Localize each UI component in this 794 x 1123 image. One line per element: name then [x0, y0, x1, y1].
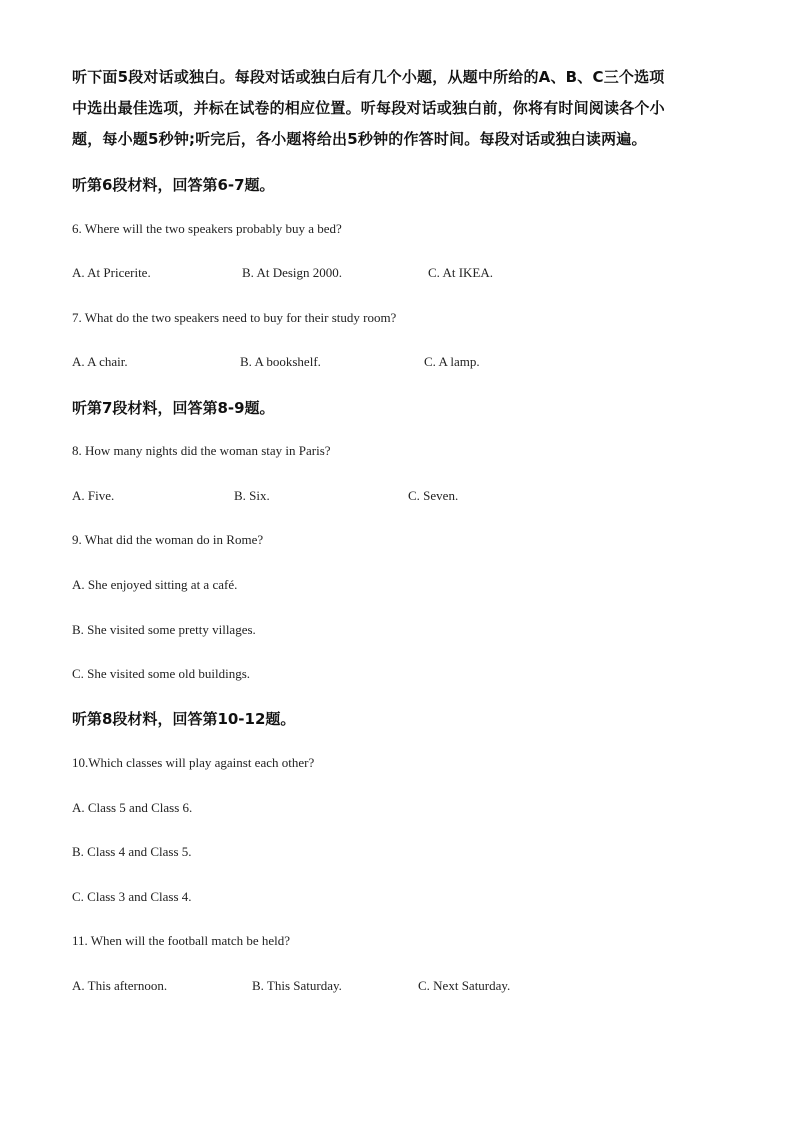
question-9-option-a: A. She enjoyed sitting at a café.: [72, 577, 238, 592]
question-8-option-b: B. Six.: [234, 488, 270, 503]
question-6-option-a: A. At Pricerite.: [72, 265, 151, 280]
question-7: 7. What do the two speakers need to buy for their study room?: [72, 310, 397, 325]
question-6-option-b: B. At Design 2000.: [242, 265, 343, 280]
question-11-option-b: B. This Saturday.: [252, 978, 342, 993]
question-10-option-c: C. Class 3 and Class 4.: [72, 889, 192, 904]
question-11: 11. When will the football match be held?: [72, 933, 291, 948]
section-heading-material-6: 听第6段材料，回答第6-7题。: [72, 176, 275, 194]
question-7-option-c: C. A lamp.: [424, 354, 480, 369]
question-8-option-a: A. Five.: [72, 488, 115, 503]
question-9-option-c: C. She visited some old buildings.: [72, 666, 251, 681]
section-heading-material-8: 听第8段材料，回答第10-12题。: [72, 710, 296, 728]
question-11-option-c: C. Next Saturday.: [418, 978, 511, 993]
question-9-option-b: B. She visited some pretty villages.: [72, 622, 256, 637]
question-10: 10.Which classes will play against each other?: [72, 755, 315, 770]
question-8-option-c: C. Seven.: [408, 488, 459, 503]
section-heading-material-7: 听第7段材料，回答第8-9题。: [72, 399, 275, 417]
instruction-line-1: 听下面5段对话或独白。每段对话或独白后有几个小题，从题中所给的A、B、C三个选项: [72, 68, 665, 86]
question-7-option-b: B. A bookshelf.: [240, 354, 321, 369]
instruction-line-2: 中选出最佳选项，并标在试卷的相应位置。听每段对话或独白前，你将有时间阅读各个小: [72, 99, 665, 117]
question-10-option-b: B. Class 4 and Class 5.: [72, 844, 192, 859]
instruction-line-3: 题，每小题5秒钟;听完后，各小题将给出5秒钟的作答时间。每段对话或独白读两遍。: [72, 130, 647, 148]
question-7-option-a: A. A chair.: [72, 354, 128, 369]
listening-instructions: [72, 62, 728, 155]
question-6-option-c: C. At IKEA.: [428, 265, 493, 280]
question-8: 8. How many nights did the woman stay in Paris?: [72, 443, 331, 458]
question-11-option-a: A. This afternoon.: [72, 978, 168, 993]
question-10-option-a: A. Class 5 and Class 6.: [72, 800, 193, 815]
question-9: 9. What did the woman do in Rome?: [72, 532, 264, 547]
question-6: 6. Where will the two speakers probably buy a bed?: [72, 221, 342, 236]
